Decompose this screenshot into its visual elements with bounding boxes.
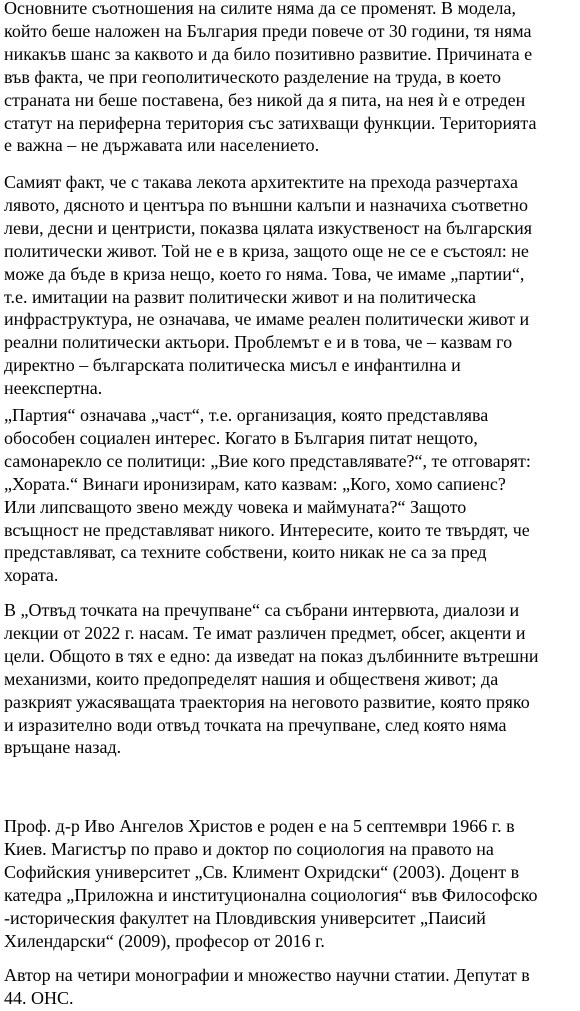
- paragraph-transition-architects: Самият факт, че с такава лекота архитектите на прехода разчертаха лявото, дясното и центъра по външни калъпи и назначиха съответно леви, десни и центристи, показва цялата изкуственост на българския политически живот. Той не е в криза, защото още не се е състоял: не може да бъде в криза нещо, което го няма. Това, че имаме „партии“, т.е. имитации на развит политически живот и на политическа инфраструктура, не означава, че имаме реален политически живот и реални политически актьори. Проблемът е и в това, че – казвам го директно – българската политическа мисъл е инфантилна и неекспертна.: [4, 172, 533, 399]
- paragraph-author-bio: Проф. д-р Иво Ангелов Христов е роден е на 5 септември 1966 г. в Киев. Магистър по право и доктор по социология на правото на Софийския университет „Св. Климент Охридски“ (2003). Доцент в катедра „Приложна и институционална социология“ във Философско -историческия факултет на Пловдивския университет „Паисий Хилендарски“ (2009), професор от 2016 г.: [4, 816, 538, 951]
- paragraph-political-model: Основните съотношения на силите няма да се променят. В модела, който беше наложен на България преди повече от 30 години, тя няма никакъв шанс за каквото и да било позитивно развитие. Причината е във факта, че при геополитическото разделение на труда, в което страната ни беше поставена, без никой да я пита, на нея ѝ е отреден статут на периферна територия със затихващи функции. Територията е важна – не държавата или населението.: [4, 0, 537, 156]
- paragraph-party-meaning: „Партия“ означава „част“, т.е. организация, която представлява обособен социален интерес. Когато в България питат нещото, самонарекло се политици: „Вие кого представлявате?“, те отговарят: „Хората.“ Винаги иронизирам, като казвам: „Кого, хомо сапиенс? Или липсващото звено между човека и маймуната?“ Защото всъщност не представляват никого. Интересите, които те твърдят, че представляват, са техните собствени, които никак не са за пред хората.: [4, 405, 531, 586]
- paragraph-author-works: Автор на четири монографии и множество научни статии. Депутат в 44. ОНС.: [4, 965, 530, 1008]
- paragraph-book-description: В „Отвъд точката на пречупване“ са събрани интервюта, диалози и лекции от 2022 г. насам. Те имат различен предмет, обсег, акценти и цели. Общото в тях е едно: да изведат на показ дълбинните вътрешни механизми, които предопределят нашия и общественя живот; да разкрият ужасяващата траектория на неговото развитие, която пряко и изразително води отвъд точката на пречупване, след която няма връщане назад.: [4, 600, 539, 758]
